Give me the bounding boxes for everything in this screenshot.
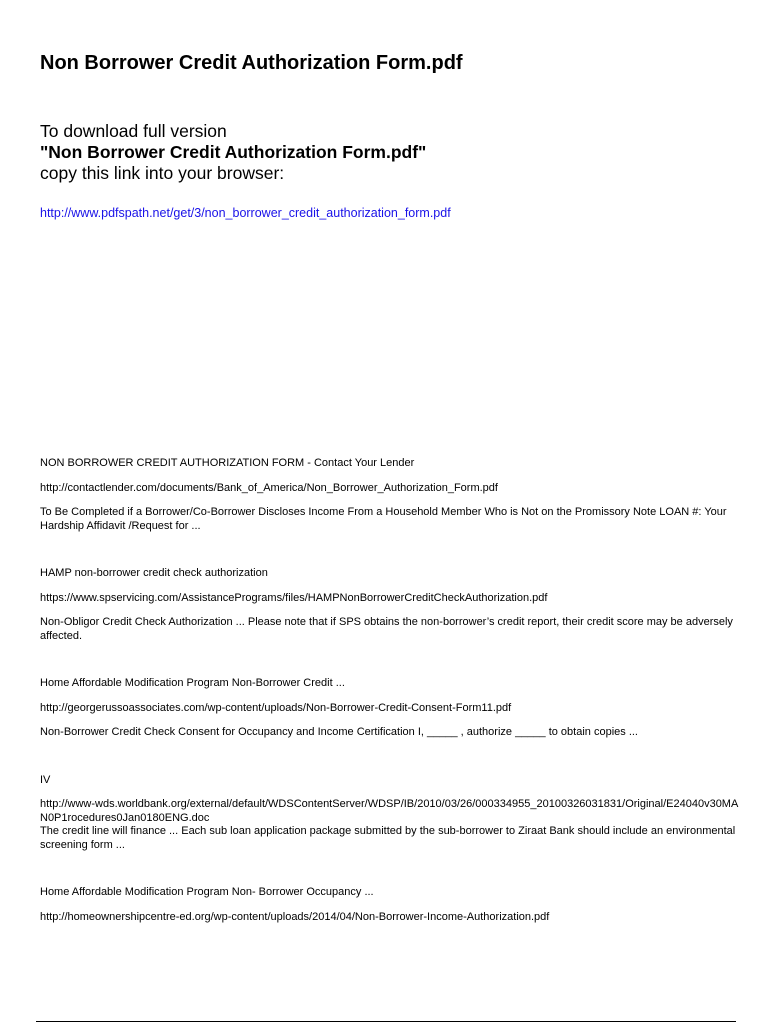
download-link[interactable]: http://www.pdfspath.net/get/3/non_borrower_credit_authorization_form.pdf bbox=[40, 206, 451, 220]
result-snippet: Non-Obligor Credit Check Authorization ... Please note that if SPS obtains the non-borrower’s credit report, their credit score may be adversely affected. bbox=[40, 616, 733, 642]
result-title: NON BORROWER CREDIT AUTHORIZATION FORM - Contact Your Lender bbox=[40, 457, 415, 469]
result-item bbox=[40, 886, 744, 924]
footer-divider bbox=[36, 1021, 736, 1022]
result-url[interactable]: https://www.spservicing.com/AssistancePrograms/files/HAMPNonBorrowerCreditCheckAuthorization.pdf bbox=[40, 591, 548, 604]
result-url[interactable]: http://www-wds.worldbank.org/external/default/WDSContentServer/WDSP/IB/2010/03/26/000334955_20100326031831/Original/E24040v30MAN0P1rocedures0Jan0180ENG.doc bbox=[40, 798, 739, 824]
result-item bbox=[40, 774, 744, 853]
result-snippet: To Be Completed if a Borrower/Co-Borrower Discloses Income From a Household Member Who is Not on the Promissory Note LOAN #: Your Hardship Affidavit /Request for ... bbox=[40, 506, 727, 532]
result-title: Home Affordable Modification Program Non- Borrower Occupancy ... bbox=[40, 886, 374, 898]
result-url[interactable]: http://contactlender.com/documents/Bank_of_America/Non_Borrower_Authorization_Form.pdf bbox=[40, 481, 498, 494]
download-line-1: To download full version bbox=[40, 121, 227, 141]
result-title: Home Affordable Modification Program Non-Borrower Credit ... bbox=[40, 677, 345, 689]
document-title: Non Borrower Credit Authorization Form.pdf bbox=[40, 52, 463, 74]
download-line-3: copy this link into your browser: bbox=[40, 163, 285, 183]
result-snippet: The credit line will finance ... Each sub loan application package submitted by the sub-borrower to Ziraat Bank should include an environmental screening form ... bbox=[40, 825, 736, 851]
download-filename: "Non Borrower Credit Authorization Form.pdf" bbox=[40, 142, 427, 162]
search-results bbox=[40, 457, 744, 935]
result-snippet: Non-Borrower Credit Check Consent for Occupancy and Income Certification I, _____ , authorize _____ to obtain copies ... bbox=[40, 726, 638, 738]
result-item bbox=[40, 677, 744, 740]
result-title: HAMP non-borrower credit check authorization bbox=[40, 567, 268, 579]
result-item bbox=[40, 567, 744, 643]
download-instructions bbox=[40, 121, 426, 184]
result-title: IV bbox=[40, 773, 51, 786]
result-url[interactable]: http://georgerussoassociates.com/wp-content/uploads/Non-Borrower-Credit-Consent-Form11.pdf bbox=[40, 701, 512, 714]
result-url[interactable]: http://homeownershipcentre-ed.org/wp-content/uploads/2014/04/Non-Borrower-Income-Authorization.pdf bbox=[40, 910, 550, 923]
result-item bbox=[40, 457, 744, 533]
